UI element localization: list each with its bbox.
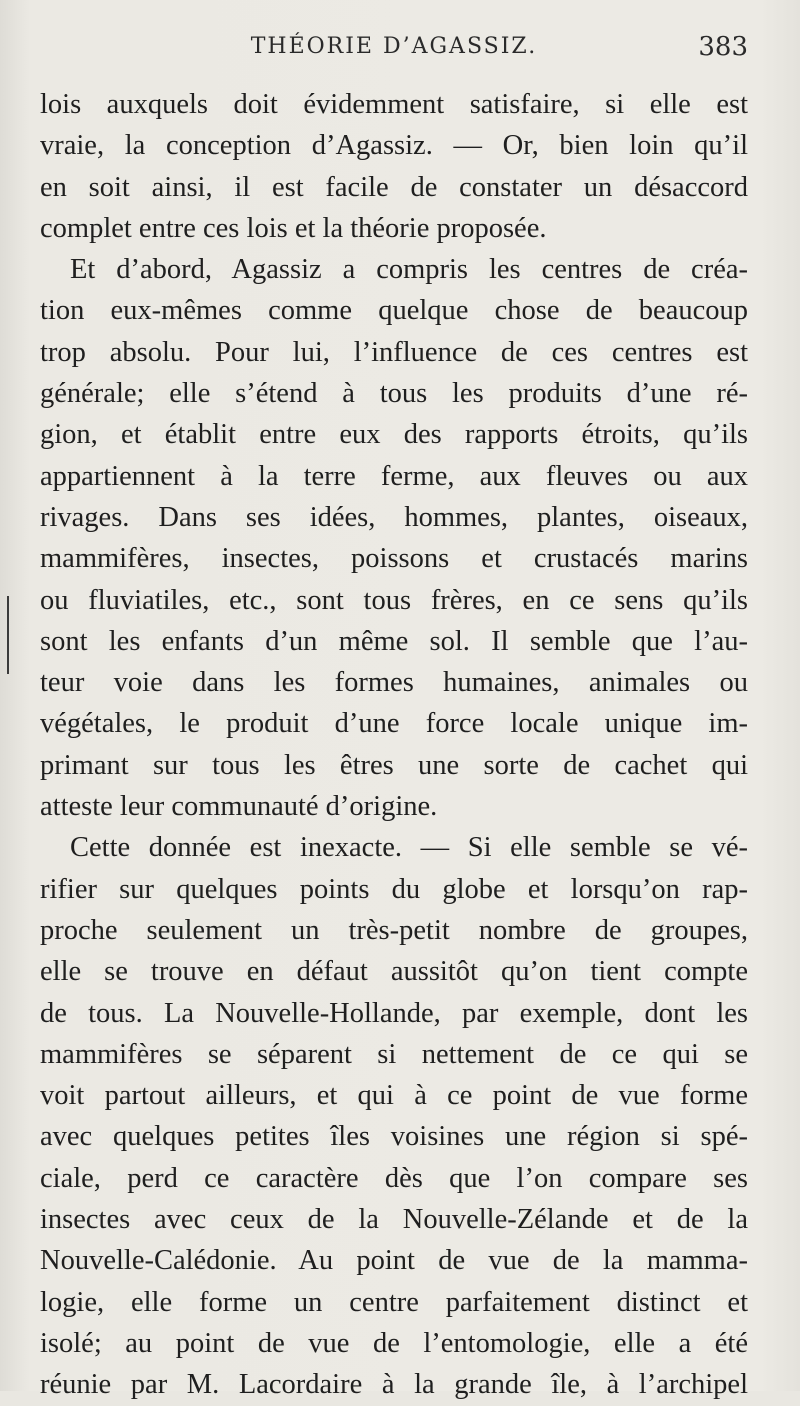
text-line: végétales, le produit d’une force locale unique im-: [40, 708, 748, 740]
text-line: tion eux-mêmes comme quelque chose de beaucoup: [40, 295, 748, 327]
text-line: générale; elle s’étend à tous les produits d’une ré-: [40, 378, 748, 410]
text-line: lois auxquels doit évidemment satisfaire, si elle est: [40, 89, 748, 120]
page-number: 383: [698, 32, 748, 62]
text-line: avec quelques petites îles voisines une région si spé-: [40, 1121, 748, 1153]
margin-mark: [7, 596, 9, 674]
page-header: [40, 30, 748, 70]
text-line: ou fluviatiles, etc., sont tous frères, en ce sens qu’ils: [40, 584, 748, 616]
text-line: elle se trouve en défaut aussitôt qu’on tient compte: [40, 956, 748, 988]
text-line: trop absolu. Pour lui, l’influence de ces centres est: [40, 336, 748, 368]
text-line: Et d’abord, Agassiz a compris les centres de créa-: [70, 254, 748, 286]
text-line: voit partout ailleurs, et qui à ce point de vue forme: [40, 1080, 748, 1112]
body-text: [40, 84, 748, 1406]
text-line: Nouvelle-Calédonie. Au point de vue de la mamma-: [40, 1245, 748, 1277]
text-line: complet entre ces lois et la théorie proposée.: [40, 212, 547, 244]
text-line: logie, elle forme un centre parfaitement distinct et: [40, 1286, 748, 1318]
text-line: proche seulement un très-petit nombre de groupes,: [40, 914, 748, 946]
text-line: mammifères, insectes, poissons et crustacés marins: [40, 543, 748, 575]
text-line: primant sur tous les êtres une sorte de cachet qui: [40, 749, 748, 781]
running-title: THÉORIE D’AGASSIZ.: [250, 34, 538, 59]
text-line: teur voie dans les formes humaines, animales ou: [40, 667, 748, 699]
text-line: vraie, la conception d’Agassiz. — Or, bien loin qu’il: [40, 130, 748, 162]
text-line: isolé; au point de vue de l’entomologie, elle a été: [40, 1327, 748, 1359]
text-line: atteste leur communauté d’origine.: [40, 791, 438, 823]
text-line: réunie par M. Lacordaire à la grande île, à l’archipel: [40, 1369, 748, 1401]
text-line: appartiennent à la terre ferme, aux fleuves ou aux: [40, 460, 748, 492]
text-line: rivages. Dans ses idées, hommes, plantes, oiseaux,: [40, 501, 748, 533]
text-line: ciale, perd ce caractère dès que l’on compare ses: [40, 1162, 748, 1194]
text-line: gion, et établit entre eux des rapports étroits, qu’ils: [40, 419, 748, 451]
text-line: de tous. La Nouvelle-Hollande, par exemple, dont les: [40, 997, 748, 1029]
text-line: mammifères se séparent si nettement de ce qui se: [40, 1038, 748, 1070]
text-line: insectes avec ceux de la Nouvelle-Zélande et de la: [40, 1204, 748, 1236]
text-line: Cette donnée est inexacte. — Si elle semble se vé-: [70, 832, 748, 864]
text-line: en soit ainsi, il est facile de constater un désaccord: [40, 171, 748, 203]
text-line: sont les enfants d’un même sol. Il semble que l’au-: [40, 625, 748, 657]
text-line: rifier sur quelques points du globe et lorsqu’on rap-: [40, 873, 748, 905]
